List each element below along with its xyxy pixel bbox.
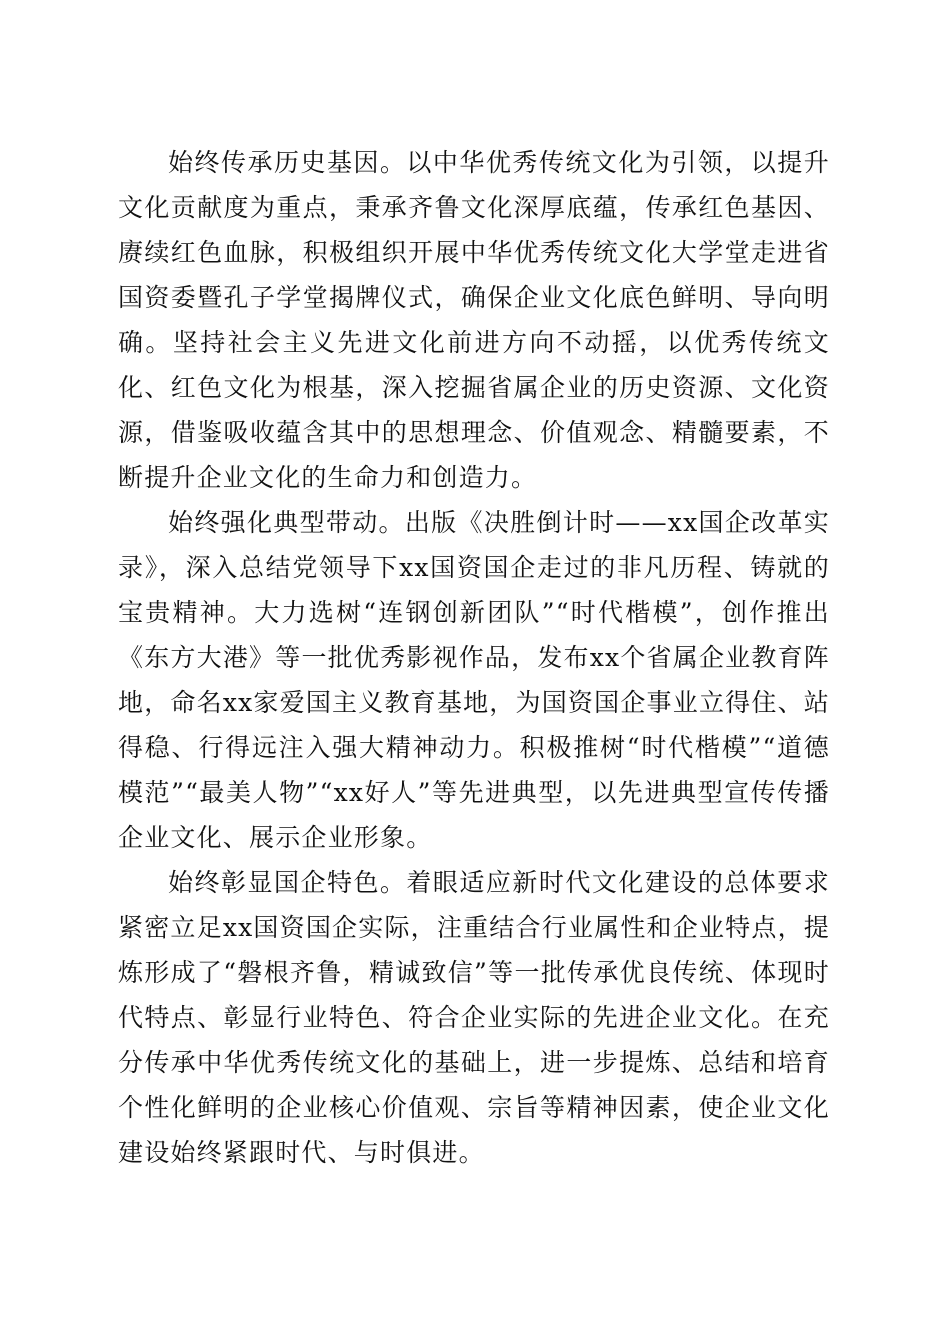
paragraph-soe-characteristics: 始终彰显国企特色。着眼适应新时代文化建设的总体要求紧密立足xx国资国企实际，注重结合行业属性和企业特点，提炼形成了“磐根齐鲁，精诚致信”等一批传承优良传统、体现时代特点、彰显行业特色、符合企业实际的先进企业文化。在充分传承中华优秀传统文化的基础上，进一步提炼、总结和培育个性化鲜明的企业核心价值观、宗旨等精神因素，使企业文化建设始终紧跟时代、与时俱进。 [118, 868, 830, 1167]
paragraph-inherit-history: 始终传承历史基因。以中华优秀传统文化为引领，以提升文化贡献度为重点，秉承齐鲁文化深厚底蕴，传承红色基因、赓续红色血脉，积极组织开展中华优秀传统文化大学堂走进省国资委暨孔子学堂揭牌仪式，确保企业文化底色鲜明、导向明确。坚持社会主义先进文化前进方向不动摇，以优秀传统文化、红色文化为根基，深入挖掘省属企业的历史资源、文化资源，借鉴吸收蕴含其中的思想理念、价值观念、精髓要素，不断提升企业文化的生命力和创造力。 [118, 148, 830, 492]
paragraph-model-leadership: 始终强化典型带动。出版《决胜倒计时——xx国企改革实录》，深入总结党领导下xx国资国企走过的非凡历程、铸就的宝贵精神。大力选树“连钢创新团队”“时代楷模”，创作推出《东方大港》等一批优秀影视作品，发布xx个省属企业教育阵地，命名xx家爱国主义教育基地，为国资国企事业立得住、站得稳、行得远注入强大精神动力。积极推树“时代楷模”“道德模范”“最美人物”“xx好人”等先进典型，以先进典型宣传传播企业文化、展示企业形象。 [118, 508, 830, 852]
document-body [118, 140, 830, 1175]
